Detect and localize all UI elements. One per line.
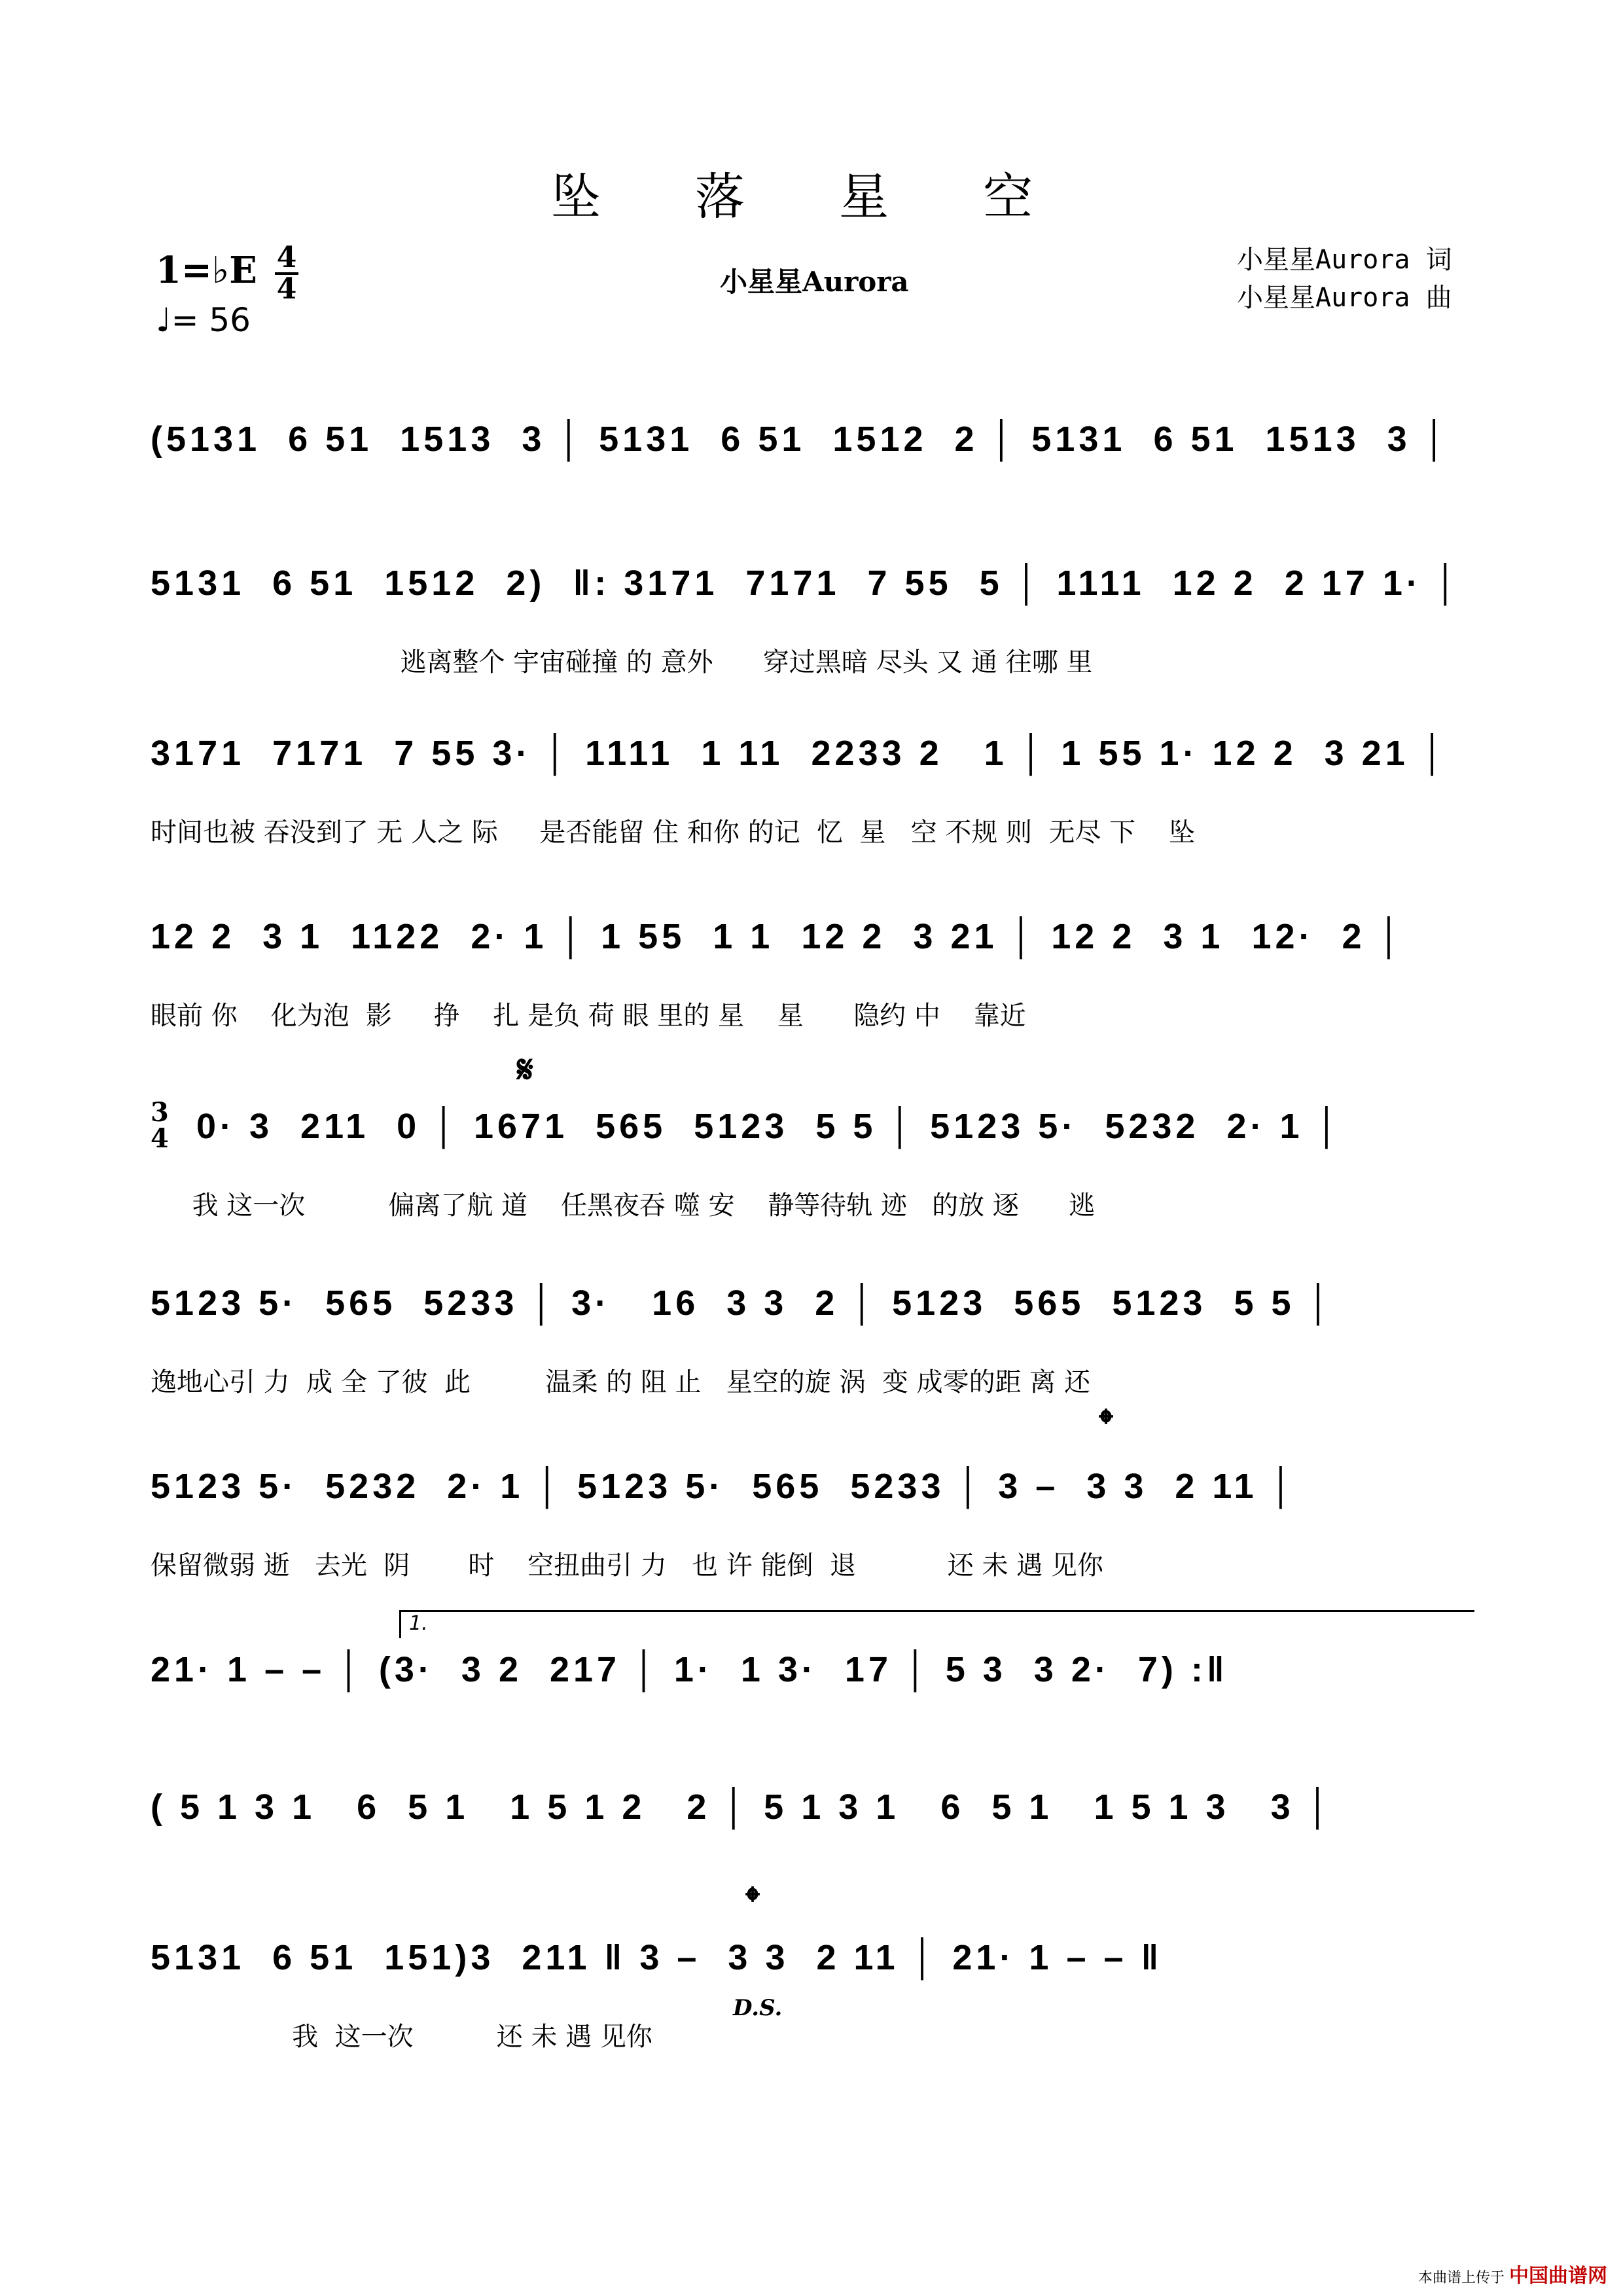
- lyricist: 小星星Aurora 词: [1237, 245, 1452, 275]
- notation-line: (5131 6 51 1513 3 │ 5131 6 51 1512 2 │ 5131 6 51 1513 3 │: [151, 420, 1451, 459]
- footer-credit: [1418, 2259, 1607, 2288]
- lyrics-line: 时间也被 吞没到了 无 人之 际 是否能留 住 和你 的记 忆 星 空 不规 则 无尽 下 坠: [151, 817, 1196, 848]
- composer: 小星星Aurora 曲: [1237, 283, 1452, 313]
- time-bottom: 4: [276, 272, 297, 306]
- notation-line: 21· 1 – – │ (3· 3 2 217 │ 1· 1 3· 17 │ 5 3 3 2· 7) :‖: [151, 1650, 1228, 1689]
- lyrics-line: 我 这一次 还 未 遇 见你: [151, 2022, 652, 2052]
- lyrics-line: 逸地心引 力 成 全 了彼 此 温柔 的 阻 止 星空的旋 涡 变 成零的距 离 还: [151, 1367, 1091, 1397]
- dal-segno-mark: D.S.: [733, 1995, 783, 2021]
- notation-line: 12 2 3 1 1122 2· 1 │ 1 55 1 1 12 2 3 21 │ 12 2 3 1 12· 2 │: [151, 917, 1406, 956]
- notation-line: 3171 7171 7 55 3· │ 1111 1 11 2233 2 1 │ 1 55 1· 12 2 3 21 │: [151, 734, 1449, 773]
- notation-line: 5123 5· 565 5233 │ 3· 16 3 3 2 │ 5123 565 5123 5 5 │: [151, 1283, 1335, 1323]
- time-change-3-4: [151, 1097, 169, 1154]
- coda-sign-2: 𝄌: [746, 1878, 760, 1923]
- key-signature: 1=♭E: [156, 249, 257, 292]
- segno-sign: 𝄋: [517, 1047, 533, 1092]
- notation-line: 5131 6 51 1512 2) ‖: 3171 7171 7 55 5 │ 1111 12 2 2 17 1· │: [151, 564, 1462, 603]
- lyrics-line: 眼前 你 化为泡 影 挣 扎 是负 荷 眼 里的 星 星 隐约 中 靠近: [151, 1001, 1026, 1031]
- notation-line: 5123 5· 5232 2· 1 │ 5123 5· 565 5233 │ 3 – 3 3 2 11 │: [151, 1467, 1298, 1506]
- tempo-marking: ♩= 56: [156, 301, 251, 339]
- singer-name: 小星星Aurora: [720, 266, 909, 298]
- song-title: 坠 落 星 空: [550, 168, 1073, 226]
- time-signature: [275, 243, 298, 304]
- time-change-bottom: 4: [151, 1123, 169, 1154]
- time-top: 4: [276, 241, 297, 274]
- footer-text: 本曲谱上传于: [1418, 2270, 1505, 2286]
- time-change-top: 3: [151, 1097, 169, 1128]
- lyrics-line: 保留微弱 逝 去光 阴 时 空扭曲引 力 也 许 能倒 退 还 未 遇 见你: [151, 1551, 1103, 1581]
- notation-line: 0· 3 211 0 │ 1671 565 5123 5 5 │ 5123 5· 5232 2· 1 │: [196, 1107, 1344, 1146]
- site-logo: 中国曲谱网: [1509, 2265, 1607, 2287]
- lyrics-line: 逃离整个 宇宙碰撞 的 意外 穿过黑暗 尽头 又 通 往哪 里: [151, 647, 1093, 677]
- lyrics-line: 我 这一次 偏离了航 道 任黑夜吞 噬 安 静等待轨 迹 的放 逐 逃: [151, 1191, 1096, 1221]
- credits: [1237, 241, 1452, 317]
- volta-number: 1.: [409, 1612, 428, 1635]
- first-ending-bracket: [399, 1610, 1474, 1638]
- notation-line: ( 5 1 3 1 6 5 1 1 5 1 2 2 │ 5 1 3 1 6 5 1 1 5 1 3 3 │: [151, 1787, 1334, 1827]
- notation-line: 5131 6 51 151)3 211 ‖ 3 – 3 3 2 11 │ 21· 1 – – ‖: [151, 1938, 1163, 1977]
- coda-sign: 𝄌: [1099, 1401, 1113, 1445]
